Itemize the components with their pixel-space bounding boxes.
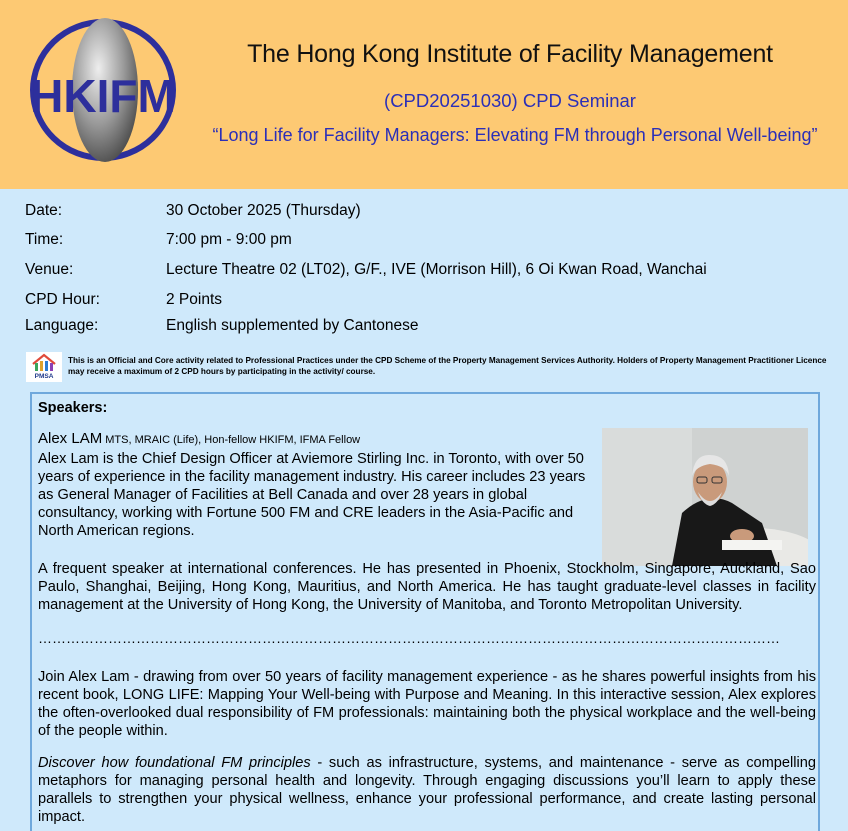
seminar-description-2 (38, 754, 816, 826)
speaker-name-line (38, 430, 598, 447)
speakers-section (30, 392, 820, 831)
pmsa-notice: This is an Official and Core activity related to Professional Practices under the CPD Scheme of the Property Management Services Authority. Holders of Property Management Practitioner Licence may receive a maximum of 2 CPD hours by participating in the activity/ course. (68, 356, 827, 376)
detail-label: CPD Hour: (25, 291, 100, 308)
hkifm-logo (28, 14, 178, 166)
detail-value: Lecture Theatre 02 (LT02), G/F., IVE (Morrison Hill), 6 Oi Kwan Road, Wanchai (166, 261, 707, 278)
detail-row-venue (25, 261, 825, 283)
page-title: The Hong Kong Institute of Facility Management (247, 40, 773, 68)
seminar-code: (CPD20251030) CPD Seminar (384, 90, 636, 111)
detail-value: English supplemented by Cantonese (166, 317, 419, 334)
svg-text:HKIFM: HKIFM (30, 70, 176, 122)
detail-row-cpd-hour (25, 291, 825, 313)
detail-label: Language: (25, 317, 99, 334)
pmsa-logo (26, 352, 62, 382)
detail-label: Venue: (25, 261, 74, 278)
header-banner (0, 0, 848, 189)
seminar-description: Join Alex Lam - drawing from over 50 years of facility management experience - as he shares powerful insights from his recent book, LONG LIFE: Mapping Your Well-being with Purpose and Meaning. In this interactive session, Alex explores the often-overlooked dual responsibility of FM professionals: maintaining both the physical workplace and the well-being of the people within. (38, 669, 816, 739)
detail-row-time (25, 231, 825, 253)
speaker-photo (602, 428, 808, 566)
detail-row-date (25, 202, 825, 224)
description-text: - such as infrastructure, systems, and maintenance - serve as compelling metaphors for managing personal health and longevity. Through engaging discussions you’ll learn to apply these parallels to strengthen your physical wellness, enhance your professional performance, and create lasting personal impact. (38, 755, 817, 825)
detail-value: 30 October 2025 (Thursday) (166, 202, 361, 219)
detail-label: Date: (25, 202, 63, 219)
seminar-topic: “Long Life for Facility Managers: Elevating FM through Personal Well-being” (212, 125, 818, 145)
detail-label: Time: (25, 231, 64, 248)
speakers-heading: Speakers: (38, 400, 108, 416)
detail-row-language (25, 317, 825, 339)
detail-value: 2 Points (166, 291, 223, 308)
speaker-bio: Alex Lam is the Chief Design Officer at Aviemore Stirling Inc. in Toronto, with over 50 years of experience in the facility management industry. His career includes 23 years as General Manager of Facilities at Bell Canada and over 28 years in global consultancy, working with Fortune 500 FM and CRE leaders in the Asia-Pacific and North American regions. (38, 451, 586, 539)
dotted-divider: …………………………………………………………………………………………………………………………………………… (38, 630, 780, 646)
svg-text:PMSA: PMSA (34, 373, 54, 380)
speaker-bio-2: A frequent speaker at international conferences. He has presented in Phoenix, Stockholm, Singapore, Auckland, Sao Paulo, Shanghai, Beijing, Hong Kong, Mauritius, and North America. He has taught graduate-level classes in facility management at the University of Hong Kong, the University of Manitoba, and Toronto Metropolitan University. (38, 561, 816, 613)
speaker-credentials: MTS, MRAIC (Life), Hon-fellow HKIFM, IFMA Fellow (102, 434, 361, 446)
speaker-name: Alex LAM (38, 430, 103, 447)
italic-lead: Discover how foundational FM principles (38, 755, 311, 771)
detail-value: 7:00 pm - 9:00 pm (166, 231, 292, 248)
